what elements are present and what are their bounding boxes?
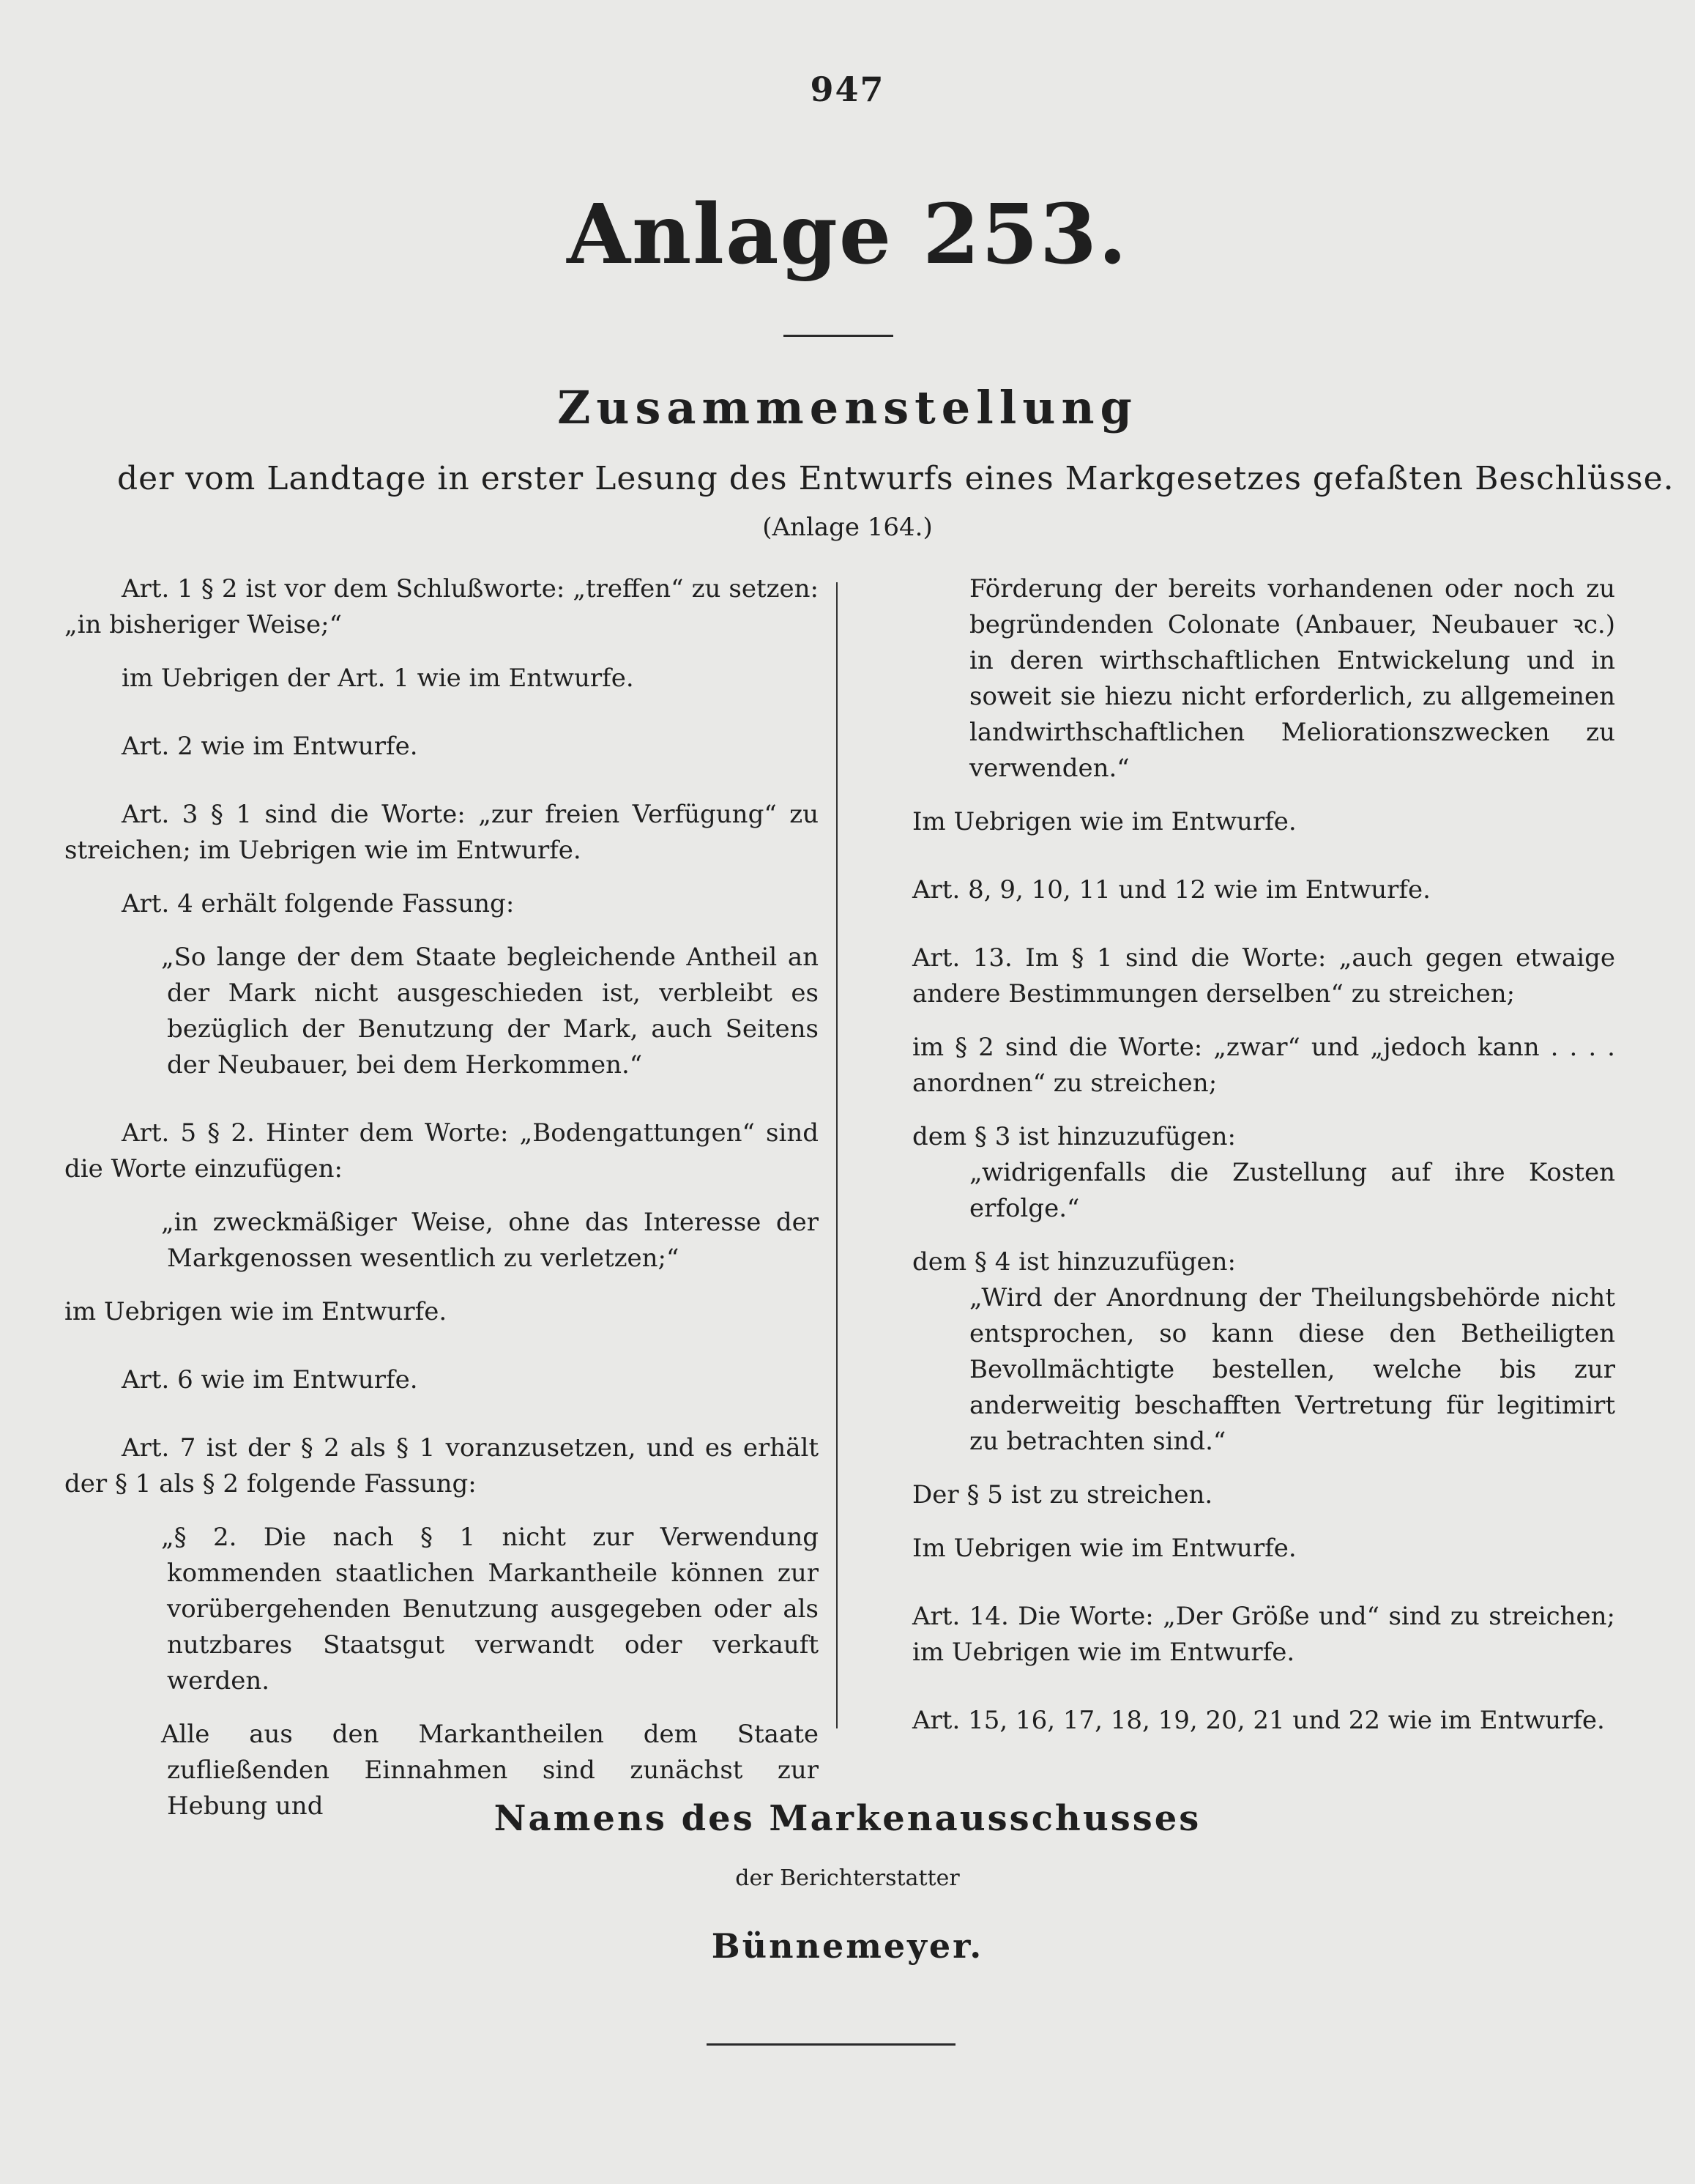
bottom-divider (707, 2043, 955, 2046)
paragraph: im Uebrigen der Art. 1 wie im Entwurfe. (122, 664, 634, 693)
quoted-text: „§ 2. Die nach § 1 nicht zur Verwendung kommenden staatlichen Markantheile können zur vorübergehenden Benutzung ausgegeben oder als nutzbares Staatsgut verwandt oder verkauft werden. (161, 1523, 819, 1695)
right-column (912, 571, 1615, 1739)
paragraph: Im Uebrigen wie im Entwurfe. (912, 807, 1297, 836)
signature-heading: Namens des Markenausschusses (493, 1798, 1202, 1839)
document-title: Anlage 253. (567, 187, 1128, 283)
paragraph: Art. 2 wie im Entwurfe. (122, 732, 418, 761)
paragraph: Im Uebrigen wie im Entwurfe. (912, 1534, 1297, 1563)
signature-name: Bünnemeyer. (711, 1926, 984, 1966)
paragraph: im § 2 sind die Worte: „zwar“ und „jedoch kann . . . . anordnen“ zu streichen; (912, 1033, 1615, 1098)
paragraph: Art. 7 ist der § 2 als § 1 voranzusetzen, und es erhält der § 1 als § 2 folgende Fassung: (64, 1433, 819, 1498)
quoted-text: Alle aus den Markantheilen dem Staate zufließenden Einnahmen sind zunächst zur Hebung und (161, 1720, 819, 1821)
title-divider (783, 335, 893, 337)
paragraph: Art. 5 § 2. Hinter dem Worte: „Bodengattungen“ sind die Worte einzufügen: (64, 1118, 819, 1184)
paragraph: Art. 8, 9, 10, 11 und 12 wie im Entwurfe. (912, 875, 1431, 905)
paragraph: Art. 13. Im § 1 sind die Worte: „auch gegen etwaige andere Bestimmungen derselben“ zu streichen; (912, 943, 1615, 1009)
paragraph: Art. 6 wie im Entwurfe. (122, 1365, 418, 1394)
paragraph: Art. 1 § 2 ist vor dem Schlußworte: „treffen“ zu setzen: „in bisheriger Weise;“ (64, 574, 819, 639)
paragraph: Art. 3 § 1 sind die Worte: „zur freien Verfügung“ zu streichen; im Uebrigen wie im Entwurfe. (64, 800, 819, 865)
quoted-text: „So lange der dem Staate begleichende Antheil an der Mark nicht ausgeschieden ist, verbleibt es bezüglich der Benutzung der Mark, auch Seitens der Neubauer, bei dem Herkommen.“ (161, 943, 819, 1080)
quoted-text: „in zweckmäßiger Weise, ohne das Interesse der Markgenossen wesentlich zu verletzen;“ (161, 1208, 819, 1273)
paragraph: Art. 4 erhält folgende Fassung: (122, 889, 515, 918)
section-subheading: der vom Landtage in erster Lesung des Entwurfs eines Markgesetzes gefaßten Beschlüsse. (117, 460, 1674, 497)
column-divider (836, 582, 838, 1728)
reference-note: (Anlage 164.) (762, 513, 933, 542)
quoted-text: „Wird der Anordnung der Theilungsbehörde nicht entsprochen, so kann diese den Betheiligten Bevollmächtigte bestellen, welche bis zur anderweitig beschafften Vertretung für legitimirt zu betrachten sind.“ (969, 1283, 1615, 1456)
left-column (64, 571, 819, 1824)
paragraph: im Uebrigen wie im Entwurfe. (64, 1297, 447, 1326)
paragraph: dem § 4 ist hinzuzufügen: (912, 1247, 1236, 1277)
signature-role: der Berichterstatter (735, 1865, 960, 1891)
paragraph: Art. 14. Die Worte: „Der Größe und“ sind zu streichen; im Uebrigen wie im Entwurfe. (912, 1602, 1615, 1667)
quoted-text: Förderung der bereits vorhandenen oder noch zu begründenden Colonate (Anbauer, Neubauer ꝛc.) in deren wirthschaftlichen Entwickelung und in soweit sie hiezu nicht erforderlich, zu allgemeinen landwirthschaftlichen Meliorationszwecken zu verwenden.“ (969, 574, 1615, 783)
paragraph: Art. 15, 16, 17, 18, 19, 20, 21 und 22 wie im Entwurfe. (912, 1706, 1605, 1735)
paragraph: dem § 3 ist hinzuzufügen: (912, 1122, 1236, 1151)
paragraph: Der § 5 ist zu streichen. (912, 1480, 1213, 1509)
section-heading: Zusammenstellung (557, 381, 1138, 434)
page-number: 947 (810, 70, 885, 109)
quoted-text: „widrigenfalls die Zustellung auf ihre Kosten erfolge.“ (969, 1158, 1615, 1223)
